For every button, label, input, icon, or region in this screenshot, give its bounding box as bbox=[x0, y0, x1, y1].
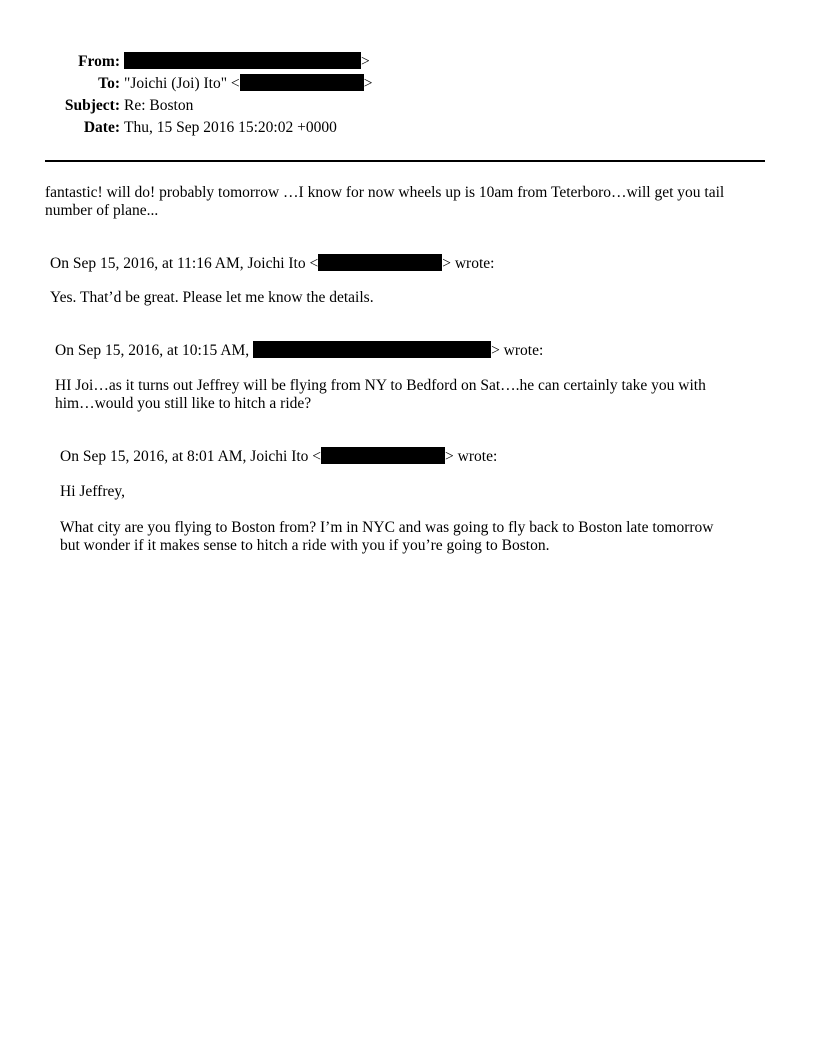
quote-1-intro bbox=[50, 254, 494, 273]
date-label: Date: bbox=[83, 119, 120, 136]
subject-value: Re: Boston bbox=[124, 97, 194, 114]
quote-2-intro bbox=[55, 341, 543, 360]
quote-3-intro-text: On Sep 15, 2016, at 8:01 AM, Joichi Ito < bbox=[60, 448, 322, 465]
quote-3-intro bbox=[60, 447, 497, 466]
redaction-box bbox=[321, 447, 445, 464]
quote-1-body: Yes. That’d be great. Please let me know the details. bbox=[50, 289, 374, 306]
from-value bbox=[124, 52, 370, 72]
from-label-cell bbox=[0, 52, 120, 72]
quote-2-line-2: him…would you still like to hitch a ride? bbox=[55, 395, 312, 412]
redaction-box bbox=[318, 254, 442, 271]
date-value: Thu, 15 Sep 2016 15:20:02 +0000 bbox=[124, 119, 337, 136]
to-name: "Joichi (Joi) Ito" < bbox=[124, 75, 240, 92]
redaction-box bbox=[124, 52, 361, 69]
subject-label-cell bbox=[0, 96, 120, 116]
redaction-box bbox=[240, 74, 364, 91]
quote-1-intro-text: On Sep 15, 2016, at 11:16 AM, Joichi Ito < bbox=[50, 255, 319, 272]
quote-2-intro-text: On Sep 15, 2016, at 10:15 AM, bbox=[55, 342, 254, 359]
quote-3-greeting: Hi Jeffrey, bbox=[60, 483, 125, 500]
to-value bbox=[124, 74, 372, 94]
date-label-cell bbox=[0, 118, 120, 138]
to-suffix: > bbox=[363, 75, 373, 92]
quote-3-line-2: but wonder if it makes sense to hitch a ride with you if you’re going to Boston. bbox=[60, 537, 550, 554]
header-divider bbox=[45, 160, 765, 162]
to-label: To: bbox=[98, 75, 120, 92]
quote-3-intro-suffix: > wrote: bbox=[445, 448, 498, 465]
from-label: From: bbox=[78, 53, 120, 70]
quote-1-intro-suffix: > wrote: bbox=[442, 255, 495, 272]
quote-3-line-1: What city are you flying to Boston from? I’m in NYC and was going to fly back to Boston late tomorrow bbox=[60, 519, 714, 536]
reply-line-1: fantastic! will do! probably tomorrow …I know for now wheels up is 10am from Teterboro…will get you tail bbox=[45, 184, 725, 201]
to-label-cell bbox=[0, 74, 120, 94]
quote-2-line-1: HI Joi…as it turns out Jeffrey will be flying from NY to Bedford on Sat….he can certainly take you with bbox=[55, 377, 706, 394]
redaction-box bbox=[253, 341, 491, 358]
reply-line-2: number of plane... bbox=[45, 202, 159, 219]
from-suffix: > bbox=[361, 53, 370, 70]
subject-label: Subject: bbox=[64, 97, 120, 114]
quote-2-intro-suffix: > wrote: bbox=[491, 342, 544, 359]
